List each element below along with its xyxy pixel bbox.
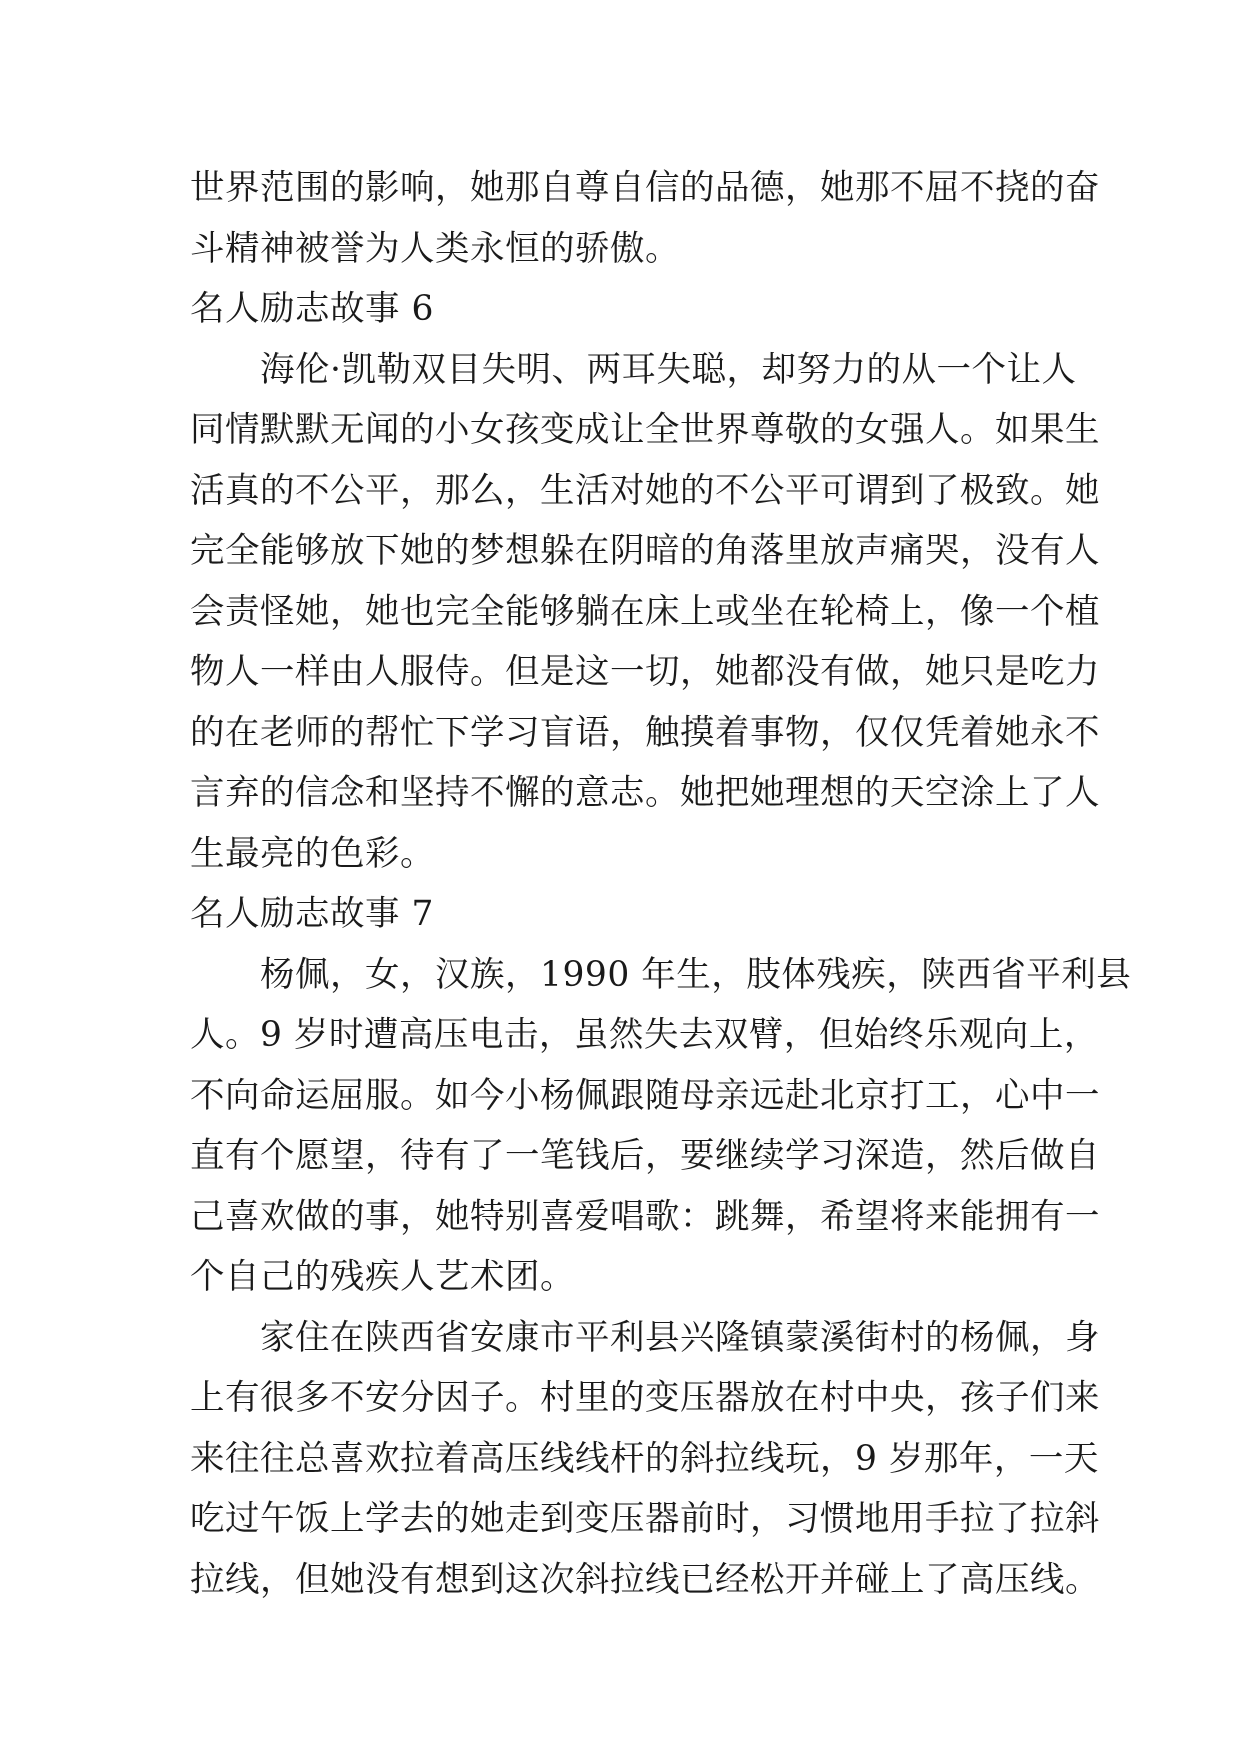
text-line: 家住在陕西省安康市平利县兴隆镇蒙溪街村的杨佩，身 xyxy=(260,1317,1100,1358)
section-heading: 名人励志故事 7 xyxy=(190,894,434,934)
paragraph xyxy=(190,158,1100,279)
text-line: 直有个愿望，待有了一笔钱后，要继续学习深造，然后做自 xyxy=(190,1136,1100,1176)
text-line: 世界范围的影响，她那自尊自信的品德，她那不屈不挠的奋 xyxy=(190,168,1100,208)
text-line: 不向命运屈服。如今小杨佩跟随母亲远赴北京打工，心中一 xyxy=(190,1075,1100,1116)
text-line: 杨佩，女，汉族，1990 年生，肢体残疾，陕西省平利县 xyxy=(260,954,1132,995)
text-line: 同情默默无闻的小女孩变成让全世界尊敬的女强人。如果生 xyxy=(190,410,1100,450)
text-line: 活真的不公平，那么，生活对她的不公平可谓到了极致。她 xyxy=(190,470,1100,511)
text-line: 来往往总喜欢拉着高压线线杆的斜拉线玩，9 岁那年，一天 xyxy=(190,1438,1099,1479)
section-heading: 名人励志故事 6 xyxy=(190,289,434,329)
text-line: 人。9 岁时遭高压电击，虽然失去双臂，但始终乐观向上， xyxy=(190,1015,1099,1055)
text-line: 言弃的信念和坚持不懈的意志。她把她理想的天空涂上了人 xyxy=(190,773,1100,813)
text-line: 吃过午饭上学去的她走到变压器前时，习惯地用手拉了拉斜 xyxy=(190,1499,1100,1539)
text-line: 拉线，但她没有想到这次斜拉线已经松开并碰上了高压线。 xyxy=(190,1559,1100,1600)
text-line: 的在老师的帮忙下学习盲语，触摸着事物，仅仅凭着她永不 xyxy=(190,712,1100,753)
paragraph xyxy=(190,1308,1100,1611)
text-line: 斗精神被誉为人类永恒的骄傲。 xyxy=(190,228,680,269)
paragraph xyxy=(190,340,1100,885)
text-line: 完全能够放下她的梦想躲在阴暗的角落里放声痛哭，没有人 xyxy=(190,531,1100,571)
text-line: 上有很多不安分因子。村里的变压器放在村中央，孩子们来 xyxy=(190,1378,1100,1418)
paragraph xyxy=(190,945,1132,1308)
text-line: 物人一样由人服侍。但是这一切，她都没有做，她只是吃力 xyxy=(190,652,1100,692)
text-line: 个自己的残疾人艺术团。 xyxy=(190,1257,575,1297)
text-line: 会责怪她，她也完全能够躺在床上或坐在轮椅上，像一个植 xyxy=(190,591,1100,632)
document-body xyxy=(190,158,1132,1610)
text-line: 生最亮的色彩。 xyxy=(190,833,435,874)
text-line: 己喜欢做的事，她特别喜爱唱歌：跳舞，希望将来能拥有一 xyxy=(190,1196,1100,1237)
text-line: 海伦·凯勒双目失明、两耳失聪，却努力的从一个让人 xyxy=(260,349,1077,390)
